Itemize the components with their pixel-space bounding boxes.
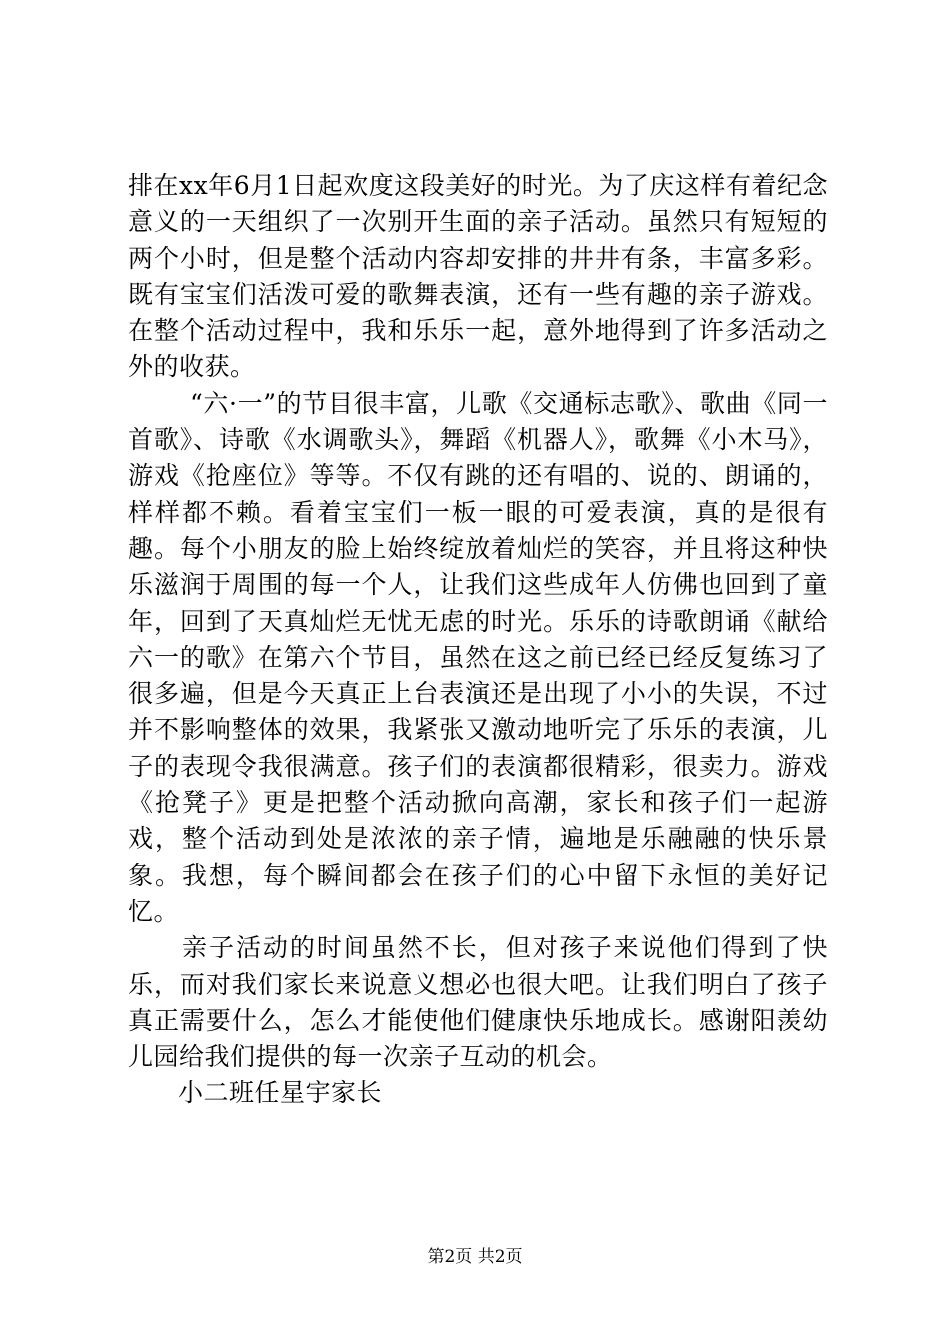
page-footer: 第2页 共2页: [427, 1247, 523, 1267]
paragraph-2: “六·一”的节目很丰富，儿歌《交通标志歌》、歌曲《同一首歌》、诗歌《水调歌头》，舞蹈《机器人》，歌舞《小木马》，游戏《抢座位》等等。不仅有跳的还有唱的、说的、朗诵的，样样都不赖。看着宝宝们一板一眼的可爱表演，真的是很有趣。每个小朋友的脸上始终绽放着灿烂的笑容，并且将这种快乐滋润于周围的每一个人，让我们这些成年人仿佛也回到了童年，回到了天真灿烂无忧无虑的时光。乐乐的诗歌朗诵《献给六一的歌》在第六个节目，虽然在这之前已经已经反复练习了很多遍，但是今天真正上台表演还是出现了小小的失误，不过并不影响整体的效果，我紧张又激动地听完了乐乐的表演，儿子的表现令我很满意。孩子们的表演都很精彩，很卖力。游戏《抢凳子》更是把整个活动掀向高潮，家长和孩子们一起游戏，整个活动到处是浓浓的亲子情，遍地是乐融融的快乐景象。我想，每个瞬间都会在孩子们的心中留下永恒的美好记忆。: [128, 388, 828, 926]
signature: 小二班任星宇家长: [178, 1078, 383, 1108]
document-body: [128, 168, 828, 1112]
paragraph-3: 亲子活动的时间虽然不长，但对孩子来说他们得到了快乐，而对我们家长来说意义想必也很大吧。让我们明白了孩子真正需要什么，怎么才能使他们健康快乐地成长。感谢阳羡幼儿园给我们提供的每一次亲子互动的机会。: [128, 933, 828, 1072]
paragraph-1: 排在xx年6月1日起欢度这段美好的时光。为了庆这样有着纪念意义的一天组织了一次别开生面的亲子活动。虽然只有短短的两个小时，但是整个活动内容却安排的井井有条，丰富多彩。既有宝宝们活泼可爱的歌舞表演，还有一些有趣的亲子游戏。在整个活动过程中，我和乐乐一起，意外地得到了许多活动之外的收获。: [128, 171, 828, 382]
